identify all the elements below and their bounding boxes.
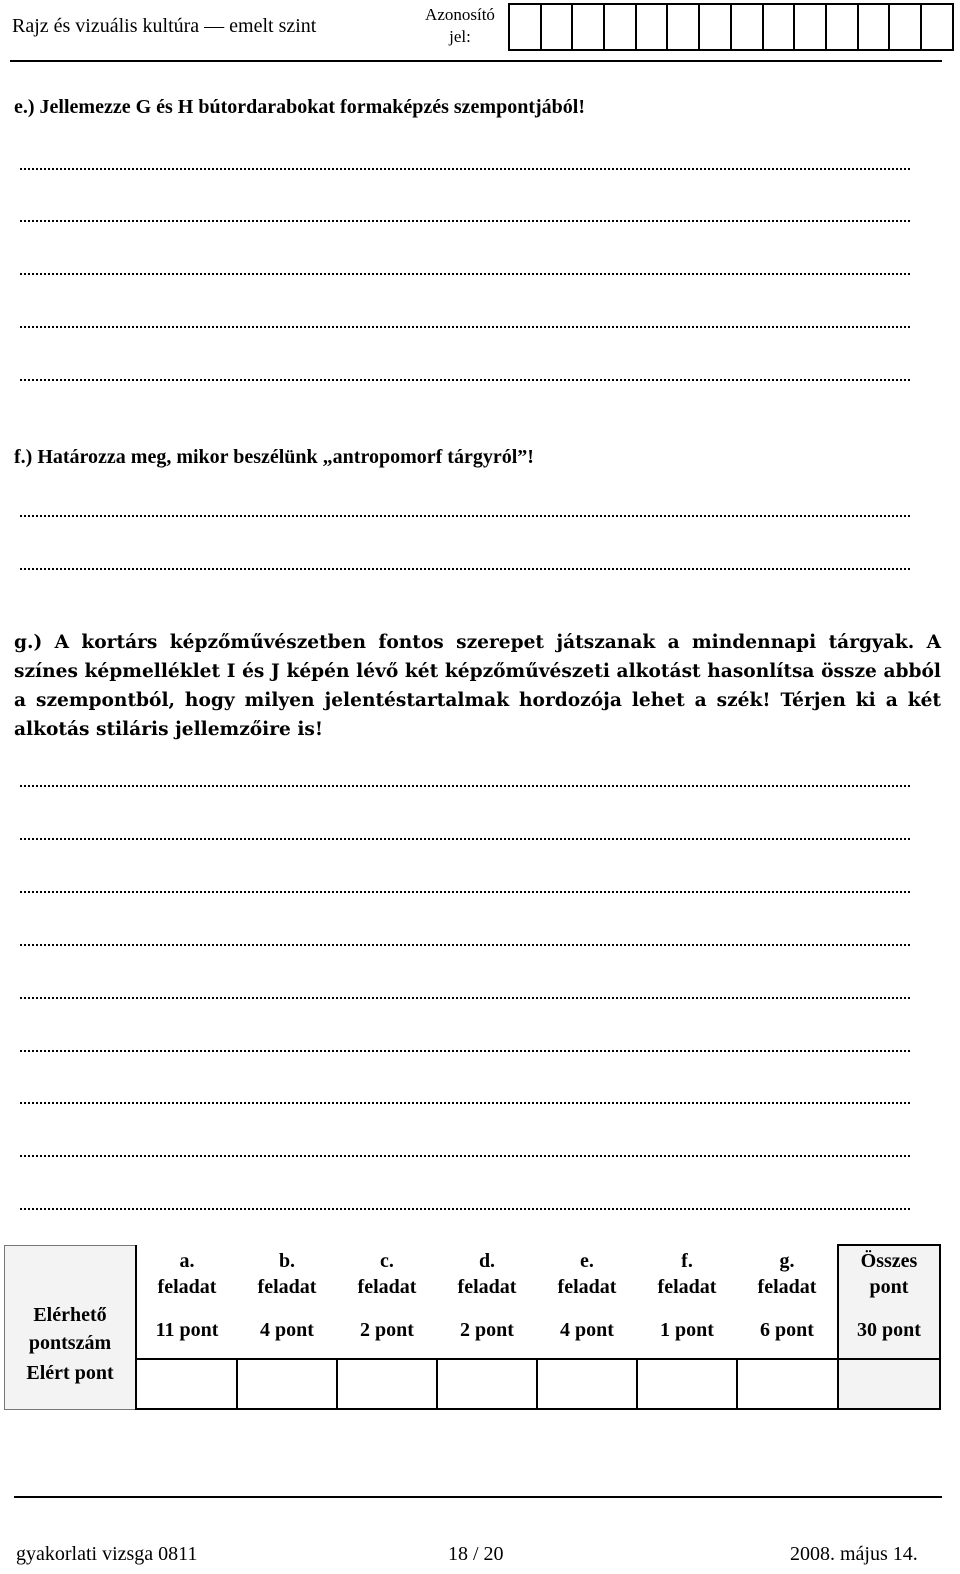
points-f: 1 pont bbox=[660, 1318, 714, 1341]
col-word: feladat bbox=[757, 1275, 817, 1298]
answer-line-g7[interactable] bbox=[20, 1102, 910, 1104]
id-box[interactable] bbox=[890, 3, 922, 51]
answer-line-g2[interactable] bbox=[20, 838, 910, 840]
answer-line-e5[interactable] bbox=[20, 379, 910, 381]
achieved-box-c[interactable] bbox=[337, 1359, 437, 1409]
label-achieved: Elért pont bbox=[5, 1359, 137, 1409]
footer-date: 2008. május 14. bbox=[790, 1543, 918, 1565]
col-word: feladat bbox=[257, 1275, 317, 1298]
total-line2: pont bbox=[869, 1276, 909, 1298]
id-box[interactable] bbox=[605, 3, 637, 51]
answer-line-g6[interactable] bbox=[20, 1050, 910, 1052]
footer-rule bbox=[14, 1496, 942, 1498]
question-f: f.) Határozza meg, mikor beszélünk „antropomorf tárgyról”! bbox=[14, 446, 534, 468]
points-d: 2 pont bbox=[460, 1318, 514, 1341]
answer-line-g3[interactable] bbox=[20, 891, 910, 893]
id-box[interactable] bbox=[637, 3, 669, 51]
header-title: Rajz és vizuális kultúra — emelt szint bbox=[12, 15, 317, 37]
answer-line-f1[interactable] bbox=[20, 515, 910, 517]
col-letter: c. bbox=[380, 1249, 394, 1272]
col-letter: e. bbox=[580, 1249, 594, 1272]
points-g: 6 pont bbox=[760, 1318, 814, 1341]
col-header-c bbox=[337, 1245, 437, 1302]
achieved-box-d[interactable] bbox=[437, 1359, 537, 1409]
id-label-line2: jel: bbox=[449, 27, 471, 46]
achieved-box-g[interactable] bbox=[737, 1359, 838, 1409]
footer-page-number: 18 / 20 bbox=[448, 1543, 504, 1565]
achieved-box-b[interactable] bbox=[237, 1359, 337, 1409]
achieved-box-a[interactable] bbox=[136, 1359, 237, 1409]
points-a: 11 pont bbox=[136, 1302, 237, 1359]
col-letter: f. bbox=[681, 1249, 693, 1272]
points-c: 2 pont bbox=[360, 1318, 414, 1341]
id-box[interactable] bbox=[668, 3, 700, 51]
question-e: e.) Jellemezze G és H bútordarabokat formaképzés szempontjából! bbox=[14, 96, 585, 118]
question-g: g.) A kortárs képzőművészetben fontos szerepet játszanak a mindennapi tárgyak. A színes képmelléklet I és J képén lévő két képzőművészeti alkotást hasonlítsa össze abból a szempontból, hogy milyen jelentéstartalmak hordozója lehet a szék! Térjen ki a két alkotás stiláris jellemzőire is! bbox=[14, 632, 941, 740]
score-table bbox=[4, 1244, 941, 1410]
answer-line-f2[interactable] bbox=[20, 568, 910, 570]
col-word: feladat bbox=[357, 1275, 417, 1298]
header-rule bbox=[10, 60, 942, 62]
id-box[interactable] bbox=[542, 3, 574, 51]
answer-line-g5[interactable] bbox=[20, 997, 910, 999]
answer-line-e4[interactable] bbox=[20, 326, 910, 328]
score-points-row bbox=[5, 1302, 941, 1359]
answer-line-e1[interactable] bbox=[20, 168, 910, 170]
id-label bbox=[412, 4, 508, 48]
col-header-a bbox=[136, 1245, 237, 1302]
achieved-box-total[interactable] bbox=[838, 1359, 940, 1409]
col-letter: b. bbox=[278, 1249, 296, 1272]
id-box-row bbox=[508, 3, 954, 51]
col-word: feladat bbox=[457, 1275, 517, 1298]
id-box[interactable] bbox=[795, 3, 827, 51]
col-header-f bbox=[637, 1245, 737, 1302]
col-header-d bbox=[437, 1245, 537, 1302]
col-header-total bbox=[838, 1245, 940, 1302]
answer-line-e2[interactable] bbox=[20, 220, 910, 222]
id-box[interactable] bbox=[859, 3, 891, 51]
points-total: 30 pont bbox=[838, 1302, 940, 1359]
id-box[interactable] bbox=[922, 3, 954, 51]
score-achieved-row bbox=[5, 1359, 941, 1409]
id-box[interactable] bbox=[732, 3, 764, 51]
points-e: 4 pont bbox=[560, 1318, 614, 1341]
id-box[interactable] bbox=[573, 3, 605, 51]
achieved-box-f[interactable] bbox=[637, 1359, 737, 1409]
id-box[interactable] bbox=[764, 3, 796, 51]
answer-line-e3[interactable] bbox=[20, 273, 910, 275]
col-header-b bbox=[237, 1245, 337, 1302]
col-letter: d. bbox=[478, 1249, 496, 1272]
col-letter: a. bbox=[179, 1249, 195, 1272]
col-header-g bbox=[737, 1245, 838, 1302]
col-word: feladat bbox=[157, 1275, 217, 1298]
id-box[interactable] bbox=[827, 3, 859, 51]
id-box[interactable] bbox=[510, 3, 542, 51]
col-word: feladat bbox=[557, 1275, 617, 1298]
col-word: feladat bbox=[657, 1275, 717, 1298]
achieved-box-e[interactable] bbox=[537, 1359, 637, 1409]
score-header-row bbox=[5, 1245, 941, 1302]
total-line1: Összes bbox=[860, 1250, 918, 1272]
id-label-line1: Azonosító bbox=[425, 5, 495, 24]
id-box[interactable] bbox=[700, 3, 732, 51]
points-b: 4 pont bbox=[260, 1318, 314, 1341]
label-available-text: Elérhető pontszám bbox=[28, 1304, 112, 1354]
col-header-e bbox=[537, 1245, 637, 1302]
answer-line-g8[interactable] bbox=[20, 1155, 910, 1157]
answer-line-g1[interactable] bbox=[20, 785, 910, 787]
answer-line-g9[interactable] bbox=[20, 1208, 910, 1210]
answer-line-g4[interactable] bbox=[20, 944, 910, 946]
col-letter: g. bbox=[779, 1249, 795, 1272]
label-available bbox=[5, 1245, 137, 1359]
footer-exam: gyakorlati vizsga 0811 bbox=[16, 1543, 198, 1565]
